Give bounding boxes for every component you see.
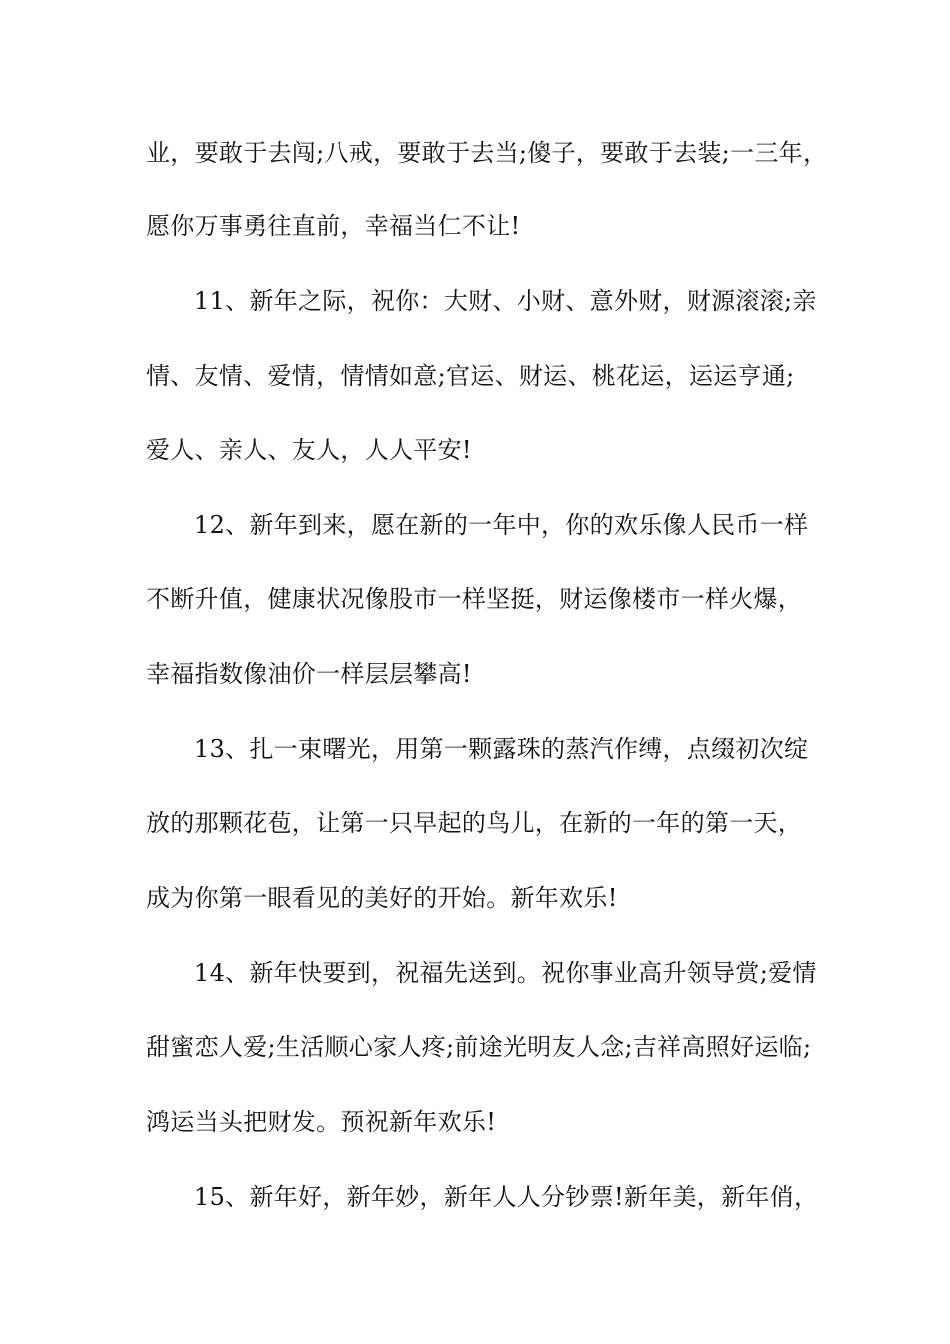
paragraph-11-line-2: 情、友情、爱情，情情如意;官运、财运、桃花运，运运亨通; xyxy=(146,362,795,390)
paragraph-13-line-2: 放的那颗花苞，让第一只早起的鸟儿，在新的一年的第一天， xyxy=(146,809,803,837)
paragraph-12-line-2: 不断升值，健康状况像股市一样坚挺，财运像楼市一样火爆， xyxy=(146,585,803,613)
paragraph-12-line-3: 幸福指数像油价一样层层攀高! xyxy=(146,660,472,688)
text-line-1: 业，要敢于去闯;八戒，要敢于去当;傻子，要敢于去装;一三年， xyxy=(146,139,828,167)
paragraph-14-line-3: 鸿运当头把财发。预祝新年欢乐! xyxy=(146,1108,497,1136)
paragraph-12-line-1: 12、新年到来，愿在新的一年中，你的欢乐像人民币一样 xyxy=(194,511,809,539)
paragraph-11-line-1: 11、新年之际，祝你：大财、小财、意外财，财源滚滚;亲 xyxy=(194,287,817,315)
paragraph-11-line-3: 爱人、亲人、友人，人人平安! xyxy=(146,436,472,464)
paragraph-14-line-2: 甜蜜恋人爱;生活顺心家人疼;前途光明友人念;吉祥高照好运临; xyxy=(146,1033,812,1061)
paragraph-13-line-1: 13、扎一束曙光，用第一颗露珠的蒸汽作缚，点缀初次绽 xyxy=(194,735,809,763)
paragraph-15-line-1: 15、新年好，新年妙，新年人人分钞票!新年美，新年俏， xyxy=(194,1183,819,1211)
paragraph-14-line-1: 14、新年快要到，祝福先送到。祝你事业高升领导赏;爱情 xyxy=(194,959,817,987)
paragraph-13-line-3: 成为你第一眼看见的美好的开始。新年欢乐! xyxy=(146,884,618,912)
text-line-2: 愿你万事勇往直前，幸福当仁不让! xyxy=(146,212,521,240)
